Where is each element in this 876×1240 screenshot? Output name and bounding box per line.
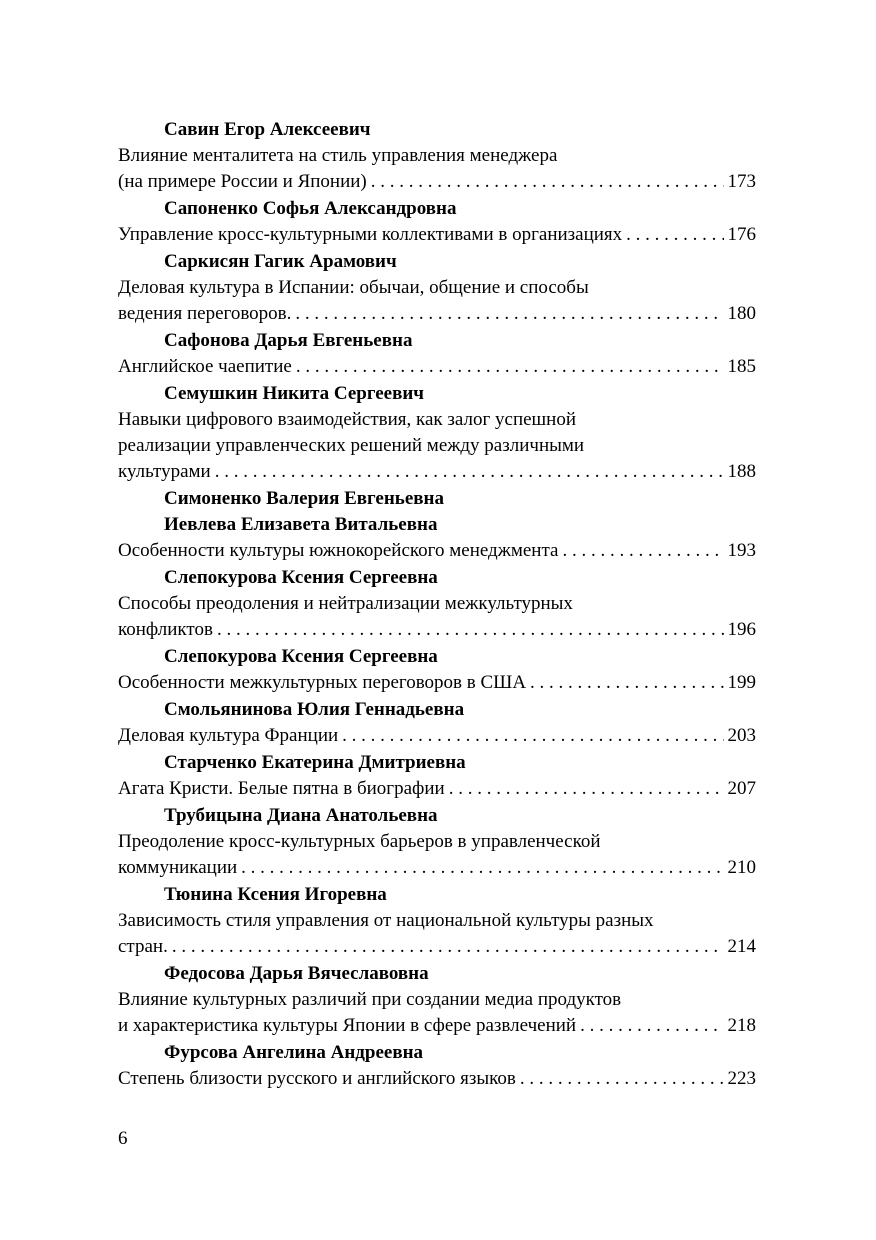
toc-entry [118, 565, 756, 643]
toc-entry [118, 249, 756, 327]
dot-leader [449, 776, 724, 802]
toc-entry-author: Иевлева Елизавета Витальевна [164, 514, 438, 535]
dot-leader [172, 934, 724, 960]
toc-entry-final-line [118, 538, 756, 564]
toc-entry-author: Слепокурова Ксения Сергеевна [164, 567, 438, 588]
toc-entry-author: Сапоненко Софья Александровна [164, 198, 457, 219]
dot-leader [215, 459, 724, 485]
toc-entry-title-line: Способы преодоления и нейтрализации межкультурных [118, 593, 573, 614]
dot-leader [371, 169, 724, 195]
toc-entry-final-line [118, 723, 756, 749]
toc-entry [118, 803, 756, 881]
toc-entry-title-line: Зависимость стиля управления от национальной культуры разных [118, 910, 654, 931]
toc-entry-page-number: 214 [727, 936, 756, 957]
dot-leader [342, 723, 723, 749]
toc-entry [118, 644, 756, 696]
toc-entry-title-line: Влияние менталитета на стиль управления менеджера [118, 145, 558, 166]
toc-entry-page-number: 173 [727, 171, 756, 192]
toc-entry-author: Симоненко Валерия Евгеньевна [164, 488, 444, 509]
toc-entry [118, 117, 756, 195]
toc-entry-page-number: 210 [727, 857, 756, 878]
toc-entry-page-number: 207 [727, 778, 756, 799]
toc-entry-final-line [118, 169, 756, 195]
toc-entry-author: Трубицына Диана Анатольевна [164, 805, 438, 826]
toc-entry [118, 196, 756, 248]
toc-entry-page-number: 196 [727, 619, 756, 640]
toc-entry-final-line [118, 934, 756, 960]
toc-entry [118, 381, 756, 485]
page-number: 6 [118, 1128, 128, 1149]
dot-leader [217, 617, 724, 643]
toc-entry-final-line [118, 459, 756, 485]
toc-entry [118, 697, 756, 749]
dot-leader [295, 301, 723, 327]
dot-leader [520, 1066, 724, 1092]
toc-entry-page-number: 203 [727, 725, 756, 746]
dot-leader [296, 354, 724, 380]
toc-entry-title-line: стран. [118, 936, 168, 957]
toc-entry-final-line [118, 855, 756, 881]
toc-entry-author: Фурсова Ангелина Андреевна [164, 1042, 424, 1063]
toc-entry-page-number: 199 [727, 672, 756, 693]
toc-entry-author: Слепокурова Ксения Сергеевна [164, 646, 438, 667]
toc-entry-title-line: Деловая культура Франции [118, 725, 339, 746]
toc-entry [118, 486, 756, 564]
toc-entry [118, 750, 756, 802]
toc-entry-final-line [118, 670, 756, 696]
dot-leader [530, 670, 723, 696]
toc-entry-author: Саркисян Гагик Арамович [164, 251, 397, 272]
toc-entry-page-number: 218 [727, 1015, 756, 1036]
toc-entry-title-line: Особенности культуры южнокорейского менеджмента [118, 540, 559, 561]
toc-entry-title-line: ведения переговоров. [118, 303, 292, 324]
toc-entry-title-line: конфликтов [118, 619, 213, 640]
toc-entry-title-line: Влияние культурных различий при создании медиа продуктов [118, 989, 622, 1010]
toc-entry-page-number: 185 [727, 356, 756, 377]
table-of-contents [118, 117, 756, 1093]
toc-entry-final-line [118, 1066, 756, 1092]
toc-entry-title-line: культурами [118, 461, 211, 482]
toc-entry-title-line: Агата Кристи. Белые пятна в биографии [118, 778, 445, 799]
toc-entry [118, 328, 756, 380]
toc-entry-title-line: Преодоление кросс-культурных барьеров в управленческой [118, 831, 601, 852]
toc-entry-page-number: 180 [727, 303, 756, 324]
toc-entry-final-line [118, 617, 756, 643]
toc-entry-title-line: (на примере России и Японии) [118, 171, 367, 192]
toc-entry-page-number: 176 [727, 224, 756, 245]
toc-entry-title-line: Английское чаепитие [118, 356, 292, 377]
dot-leader [580, 1013, 723, 1039]
toc-entry-author: Федосова Дарья Вячеславовна [164, 963, 429, 984]
toc-entry [118, 882, 756, 960]
toc-entry-author: Савин Егор Алексеевич [164, 119, 371, 140]
toc-entry-final-line [118, 222, 756, 248]
toc-entry-author: Тюнина Ксения Игоревна [164, 884, 387, 905]
toc-entry-final-line [118, 301, 756, 327]
toc-entry-title-line: Степень близости русского и английского языков [118, 1068, 516, 1089]
toc-entry-page-number: 193 [727, 540, 756, 561]
toc-entry-title-line: реализации управленческих решений между различными [118, 435, 585, 456]
toc-entry [118, 1040, 756, 1092]
toc-entry-final-line [118, 1013, 756, 1039]
toc-entry-title-line: Деловая культура в Испании: обычаи, общение и способы [118, 277, 589, 298]
toc-entry-page-number: 223 [727, 1068, 756, 1089]
toc-entry-final-line [118, 354, 756, 380]
toc-entry-title-line: Особенности межкультурных переговоров в США [118, 672, 527, 693]
toc-entry [118, 961, 756, 1039]
dot-leader [241, 855, 723, 881]
toc-entry-author: Семушкин Никита Сергеевич [164, 383, 425, 404]
toc-entry-title-line: и характеристика культуры Японии в сфере развлечений [118, 1015, 577, 1036]
toc-entry-author: Смольянинова Юлия Геннадьевна [164, 699, 465, 720]
toc-entry-title-line: Управление кросс-культурными коллективами в организациях [118, 224, 623, 245]
toc-entry-title-line: коммуникации [118, 857, 238, 878]
toc-entry-title-line: Навыки цифрового взаимодействия, как залог успешной [118, 409, 577, 430]
toc-entry-author: Сафонова Дарья Евгеньевна [164, 330, 413, 351]
dot-leader [562, 538, 723, 564]
dot-leader [626, 222, 723, 248]
toc-entry-final-line [118, 776, 756, 802]
toc-entry-page-number: 188 [727, 461, 756, 482]
toc-entry-author: Старченко Екатерина Дмитриевна [164, 752, 466, 773]
